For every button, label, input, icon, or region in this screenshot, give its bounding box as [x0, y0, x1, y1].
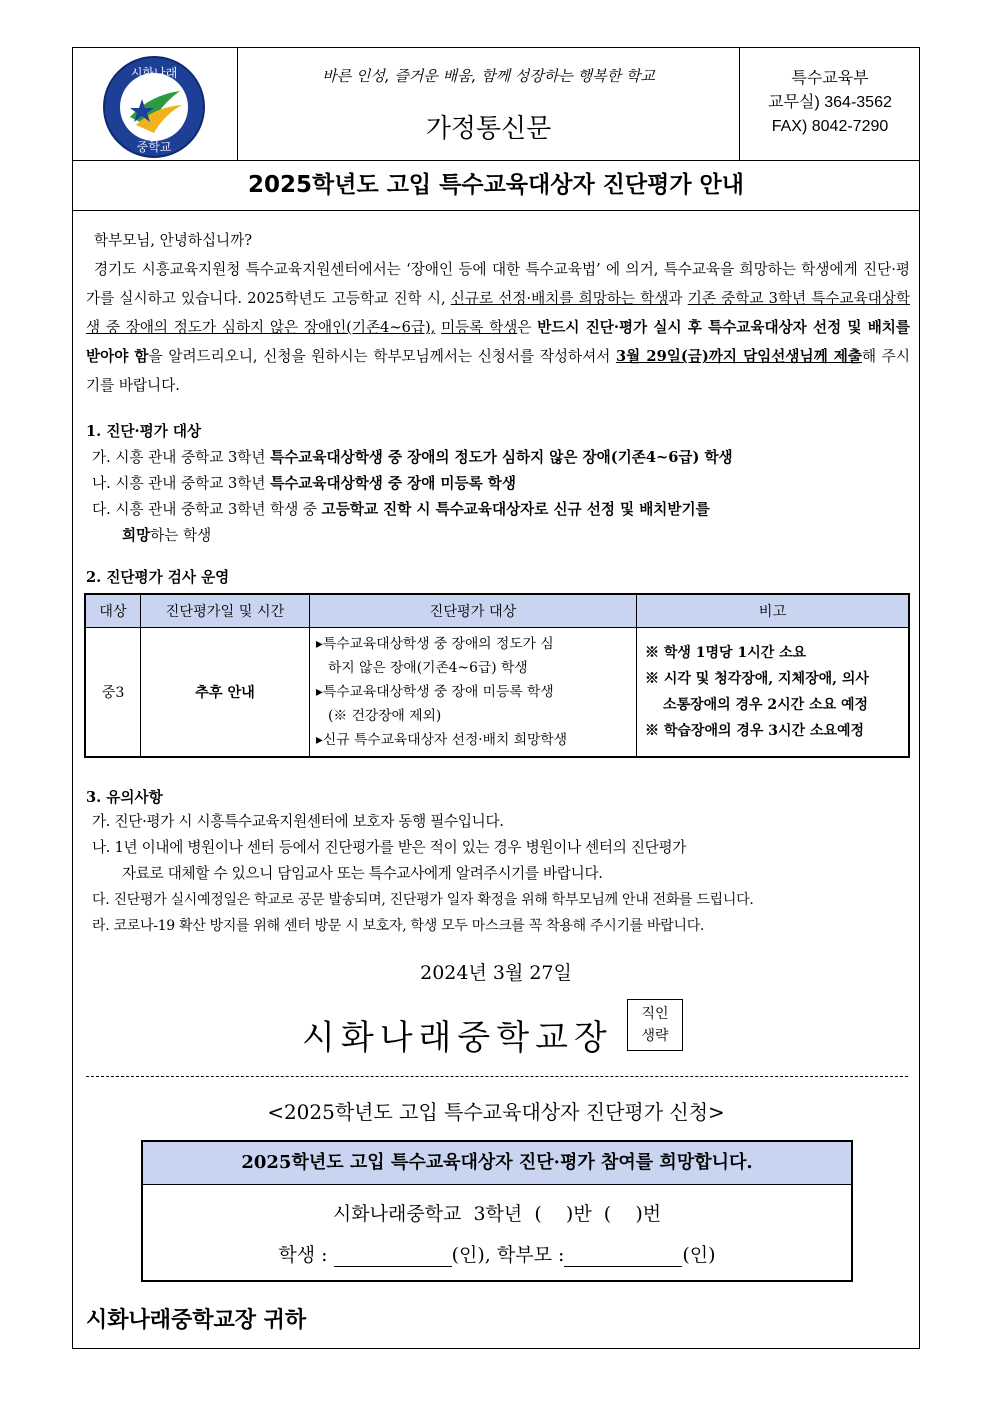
- department: 특수교육부: [791, 70, 869, 87]
- column-header: 비고: [637, 594, 910, 628]
- header-contact: [740, 47, 920, 160]
- header-center: [238, 47, 740, 160]
- form-header: 2025학년도 고입 특수교육대상자 진단·평가 참여를 희망합니다.: [143, 1142, 851, 1185]
- seal-box: [627, 999, 683, 1051]
- grade-cell: 중3: [85, 628, 141, 758]
- list-item: [92, 471, 916, 497]
- section3-list: [92, 809, 916, 939]
- logo-cell: [72, 47, 238, 160]
- section3-heading: 3. 유의사항: [86, 789, 163, 806]
- list-item: 라. 코로나-19 확산 방지를 위해 센터 방문 시 보호자, 학생 모두 마스크를 꼭 착용해 주시기를 바랍니다.: [92, 918, 705, 934]
- item-text: 나. 시흥 관내 중학교 3학년: [92, 475, 271, 492]
- target-line: (※ 건강장애 제외): [328, 708, 442, 724]
- item-text: 다. 시흥 관내 중학교 3학년 학생 중: [92, 501, 322, 518]
- parent-name-field[interactable]: [564, 1246, 682, 1267]
- intro-text: 을 알려드리오니, 신청을 원하시는 학부모님께서는 신청서를 작성하셔서: [148, 348, 617, 365]
- page-title: 2025학년도 고입 특수교육대상자 진단평가 안내: [248, 172, 744, 198]
- list-item: 자료로 대체할 수 있으니 담임교사 또는 특수교사에게 알려주시기를 바랍니다.: [122, 865, 603, 882]
- list-item: [92, 445, 916, 471]
- student-name-field[interactable]: [334, 1246, 452, 1267]
- addressee: 시화나래중학교장 귀하: [86, 1307, 307, 1333]
- note-line: 소통장애의 경우 2시간 소요 예정: [663, 697, 869, 713]
- item-bold: 특수교육대상학생 중 장애의 정도가 심하지 않은 장애(기존4~6급) 학생: [270, 449, 733, 466]
- application-form: [141, 1140, 853, 1282]
- document-type: 가정통신문: [425, 114, 552, 144]
- table-header-row: [85, 594, 909, 628]
- list-item: 다. 진단평가 실시예정일은 학교로 공문 발송되며, 진단평가 일자 확정을 위해 학부모님께 안내 전화를 드립니다.: [92, 892, 754, 908]
- date-cell: 추후 안내: [141, 628, 310, 758]
- targets-cell: [310, 628, 637, 758]
- list-item: [92, 523, 916, 549]
- column-header: 대상: [85, 594, 141, 628]
- letter-header: [72, 47, 920, 160]
- seal-text: 생략: [641, 1028, 669, 1044]
- student-seal-label: (인), 학부모 :: [451, 1244, 565, 1266]
- school-motto: 바른 인성, 즐거운 배움, 함께 성장하는 행복한 학교: [322, 67, 655, 85]
- intro-underline: 기존 중학교 3학년 특수교육대상학생 중 장애의 정도가 심하지 않은 장애인(기존4~6급),: [86, 290, 910, 336]
- target-line: ▸특수교육대상학생 중 장애 미등록 학생: [316, 684, 554, 700]
- fax-number: FAX) 8042-7290: [771, 118, 889, 135]
- target-line: ▸특수교육대상학생 중 장애의 정도가 심: [316, 636, 554, 652]
- list-item: 나. 1년 이내에 병원이나 센터 등에서 진단평가를 받은 적이 있는 경우 병원이나 센터의 진단평가: [92, 839, 687, 856]
- target-line: 하지 않은 장애(기존4~6급) 학생: [328, 660, 528, 676]
- note-line: ※ 학생 1명당 1시간 소요: [645, 645, 807, 661]
- intro-text: 은: [517, 319, 538, 336]
- intro-body: [86, 255, 910, 400]
- principal-name: 시화나래중학교장: [302, 1018, 613, 1058]
- intro-bold: 반드시 진단·평가 실시 후 특수교육대상자 선정 및 배치를 받아야 함: [86, 319, 910, 365]
- parent-seal-label: (인): [682, 1244, 716, 1266]
- item-bold: 고등학교 진학 시 특수교육대상자로 신규 선정 및 배치받기를: [321, 501, 710, 518]
- item-bold: 특수교육대상학생 중 장애 미등록 학생: [270, 475, 516, 492]
- student-label: 학생 :: [278, 1244, 334, 1266]
- cut-line: [86, 1076, 908, 1077]
- section1-heading: 1. 진단·평가 대상: [86, 423, 202, 440]
- target-line: ▸신규 특수교육대상자 선정·배치 희망학생: [316, 732, 568, 748]
- class-number-line: 시화나래중학교 3학년 ( )반 ( )번: [332, 1203, 662, 1225]
- table-row: [85, 628, 909, 758]
- intro-text: 과: [668, 290, 688, 307]
- section1-list: [92, 445, 916, 549]
- logo-bottom-text: 중학교: [136, 140, 172, 154]
- list-item: [92, 497, 916, 523]
- note-line: ※ 시각 및 청각장애, 지체장애, 의사: [645, 671, 869, 687]
- divider: [72, 210, 920, 211]
- office-phone: 교무실) 364-3562: [768, 94, 892, 111]
- intro-underline: 미등록 학생: [441, 319, 518, 336]
- operation-table: [84, 593, 910, 758]
- column-header: 진단평가일 및 시간: [141, 594, 310, 628]
- item-text: 하는 학생: [150, 527, 212, 544]
- submission-deadline: 3월 29일(금)까지 담임선생님께 제출: [616, 348, 862, 365]
- greeting: 학부모님, 안녕하십니까?: [94, 232, 253, 249]
- seal-text: 직인: [641, 1006, 669, 1022]
- logo-top-text: 시화나래: [130, 66, 178, 80]
- note-line: ※ 학습장애의 경우 3시간 소요예정: [645, 723, 865, 739]
- school-logo-icon: [102, 55, 206, 159]
- list-item: 가. 진단·평가 시 시흥특수교육지원센터에 보호자 동행 필수입니다.: [92, 813, 504, 830]
- issue-date: 2024년 3월 27일: [420, 962, 572, 984]
- intro-text: 경기도 시흥교육지원청 특수교육지원센터에서는 ‘장애인 등에 대한 특수교육법’ 에 의거, 특수교육을 희망하는 학생에게 진단·평가를 실시하고 있습니다. 2025학년도 고등학교 진학 시,: [86, 261, 910, 307]
- item-text: 가. 시흥 관내 중학교 3학년: [92, 449, 271, 466]
- form-title: <2025학년도 고입 특수교육대상자 진단평가 신청>: [267, 1100, 725, 1124]
- intro-underline: 신규로 선정·배치를 희망하는 학생: [450, 290, 669, 307]
- signature-line: [143, 1240, 851, 1267]
- intro-text: 해 주시기를 바랍니다.: [86, 348, 910, 394]
- intro-paragraph: [86, 226, 910, 400]
- item-bold: 희망: [122, 527, 151, 544]
- column-header: 진단평가 대상: [310, 594, 637, 628]
- notes-cell: [637, 628, 910, 758]
- section2-heading: 2. 진단평가 검사 운영: [86, 569, 230, 586]
